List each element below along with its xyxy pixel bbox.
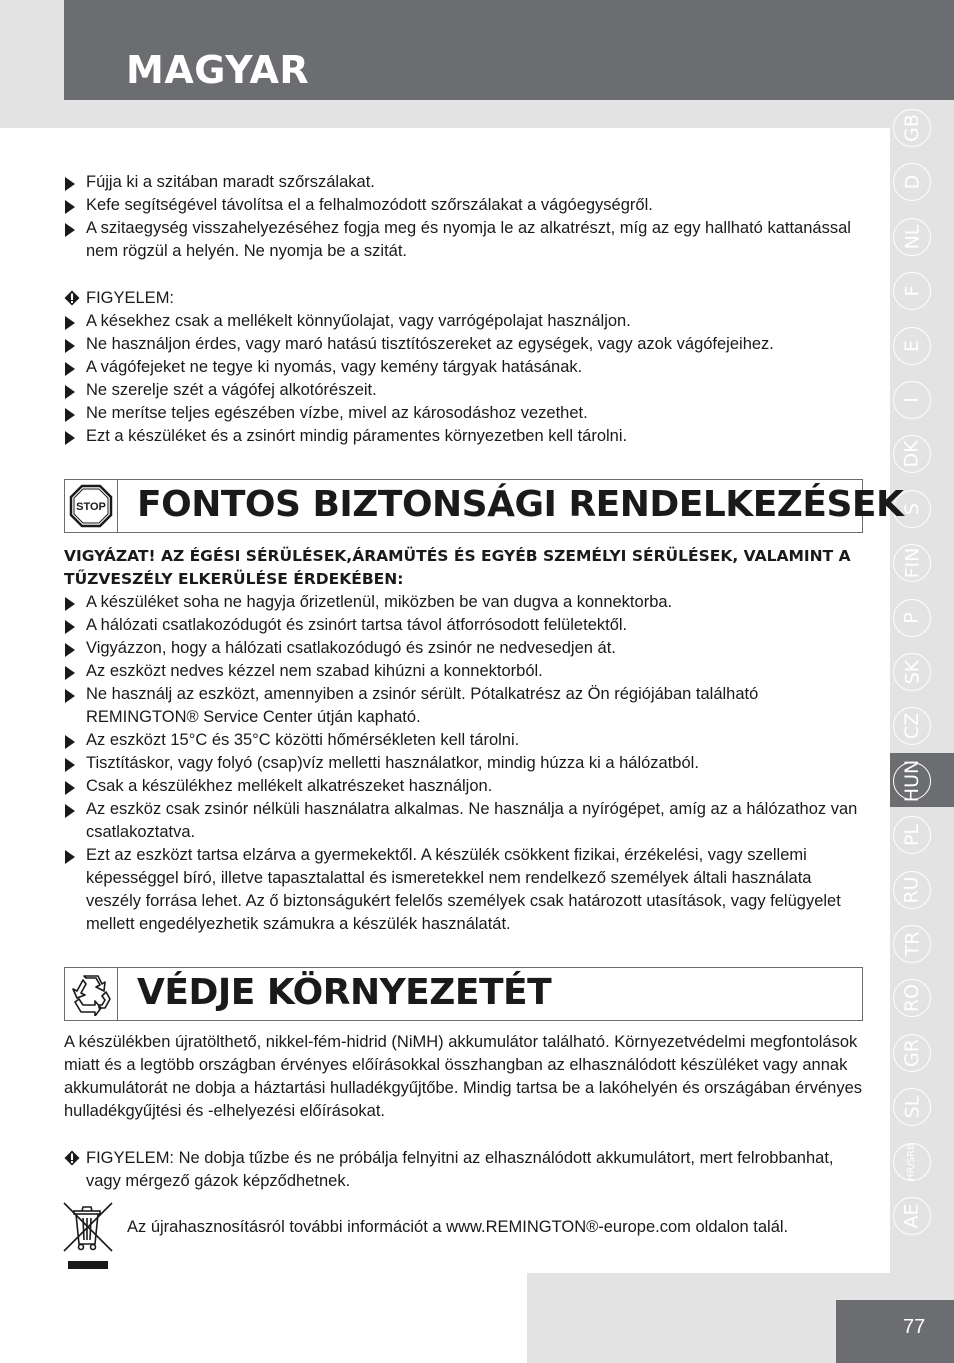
- warning-diamond-icon: [64, 1150, 80, 1166]
- language-tab-dk[interactable]: [891, 432, 933, 476]
- language-tab-circle: [893, 759, 931, 803]
- language-tab-circle: [893, 653, 931, 691]
- header-underband: [64, 100, 954, 128]
- language-tab-circle: [893, 1197, 931, 1235]
- language-tab-label: D: [900, 175, 923, 190]
- header-bar: [64, 0, 954, 100]
- language-tab-hun[interactable]: [891, 759, 933, 803]
- language-tab-ae[interactable]: [891, 1194, 933, 1238]
- language-tab-hr-srb[interactable]: [891, 1140, 933, 1184]
- language-tab-label: DK: [901, 440, 923, 468]
- language-tab-circle: [893, 163, 931, 201]
- crossed-bin-icon: [62, 1201, 114, 1271]
- page-number-box: [836, 1300, 954, 1363]
- language-tab-label: HUN: [901, 759, 924, 803]
- stop-sign-text: STOP: [76, 501, 106, 513]
- language-tab-circle: [893, 272, 931, 310]
- language-tab-label: RO: [900, 984, 923, 1013]
- language-tab-label: TR: [901, 931, 923, 957]
- list-item: Csak a készülékhez mellékelt alkatrészeket használjon.: [64, 775, 864, 798]
- list-item: Ezt a készüléket és a zsinórt mindig páramentes környezetben kell tárolni.: [64, 425, 864, 448]
- language-tab-label: GB: [900, 114, 923, 142]
- language-tab-sl[interactable]: [891, 1085, 933, 1129]
- language-tab-pl[interactable]: [891, 813, 933, 857]
- environment-section-title: VÉDJE KÖRNYEZETÉT: [137, 972, 552, 1013]
- language-tab-label: I: [900, 397, 923, 403]
- language-tab-fin[interactable]: [891, 541, 933, 585]
- safety-warning-heading: VIGYÁZAT! AZ ÉGÉSI SÉRÜLÉSEK,ÁRAMÜTÉS ÉS EGYÉB SZEMÉLYI SÉRÜLÉSEK, VALAMINT A TŰZVESZÉLY ELKERÜLÉSE ÉRDEKÉBEN:: [64, 547, 851, 588]
- language-tab-f[interactable]: [891, 269, 933, 313]
- language-tab-label: HR/SRB: [906, 1142, 917, 1181]
- language-tab-label: AE: [900, 1203, 923, 1229]
- stop-icon-cell: [65, 480, 118, 532]
- list-item: A szitaegység visszahelyezéséhez fogja meg és nyomja le az alkatrészt, míg az egy hallható kattanással nem rögzül a helyén. Ne nyomja be a szitát.: [64, 217, 864, 263]
- language-tab-gb[interactable]: [891, 106, 933, 150]
- language-tab-circle: [893, 925, 931, 963]
- safety-section-title: FONTOS BIZTONSÁGI RENDELKEZÉSEK: [137, 484, 904, 525]
- language-tab-label: SK: [901, 659, 923, 685]
- language-tab-circle: [893, 327, 931, 365]
- language-tab-e[interactable]: [891, 324, 933, 368]
- language-tab-tr[interactable]: [891, 922, 933, 966]
- language-tab-label: NL: [901, 224, 923, 250]
- language-tab-label: SL: [901, 1095, 923, 1119]
- list-item: Fújja ki a szitában maradt szőrszálakat.: [64, 171, 864, 194]
- list-item: Ne használjon érdes, vagy maró hatású tisztítószereket az egységek, vagy azok vágófejeihez.: [64, 333, 864, 356]
- language-tab-label: CZ: [900, 713, 923, 740]
- language-tab-circle: [893, 381, 931, 419]
- list-item: Az eszközt 15°C és 35°C közötti hőmérsékleten kell tárolni.: [64, 729, 864, 752]
- language-tab-ru[interactable]: [891, 868, 933, 912]
- recycle-info: Az újrahasznosításról további információt a www.REMINGTON®-europe.com oldalon talál.: [127, 1218, 789, 1236]
- language-tab-circle: [893, 1088, 931, 1126]
- environment-section-header: [64, 967, 863, 1021]
- language-tab-nl[interactable]: [891, 215, 933, 259]
- list-item: A hálózati csatlakozódugót és zsinórt tartsa távol átforrósodott felületektől.: [64, 614, 864, 637]
- language-tab-circle: [893, 599, 931, 637]
- list-item: Ezt az eszközt tartsa elzárva a gyermekektől. A készülék csökkent fizikai, érzékelési, vagy szellemi képességgel bíró, illetve tapasztalattal és ismeretekkel nem rendelkező személyek általi használata veszély forrása lehet. Az ő biztonságukért felelős személyek csak határozott utasítások, vagy felügyelet mellett engedélyezhetik számukra a készülék használatát.: [64, 844, 864, 936]
- list-item: A késekhez csak a mellékelt könnyűolajat, vagy varrógépolajat használjon.: [64, 310, 864, 333]
- caution-label: FIGYELEM:: [86, 289, 175, 307]
- language-tab-label: F: [901, 285, 923, 297]
- environment-caution: [64, 1147, 864, 1193]
- caution-heading: [64, 287, 864, 310]
- list-item: Ne használj az eszközt, amennyiben a zsinór sérült. Pótalkatrész az Ön régiójában található REMINGTON® Service Center útján kapható.: [64, 683, 864, 729]
- list-item: A készüléket soha ne hagyja őrizetlenül, miközben be van dugva a konnektorba.: [64, 591, 864, 614]
- top-left-band: [0, 0, 64, 128]
- language-tab-label: S: [901, 502, 923, 515]
- language-tab-circle: [893, 109, 931, 147]
- safety-section-header: [64, 479, 904, 533]
- cleaning-list: [64, 171, 864, 263]
- language-tab-circle: [893, 1034, 931, 1072]
- language-tab-label: FIN: [901, 547, 923, 579]
- language-tab-label: PL: [900, 824, 923, 847]
- language-tab-label: E: [900, 339, 923, 352]
- language-tab-label: RU: [900, 876, 923, 904]
- safety-block: [64, 545, 864, 936]
- language-tab-circle: [893, 218, 931, 256]
- language-tab-ro[interactable]: [891, 976, 933, 1020]
- language-tab-label: P: [901, 611, 923, 624]
- page-number: 77: [903, 1316, 926, 1338]
- language-tab-circle: [893, 435, 931, 473]
- language-tab-circle: [893, 707, 931, 745]
- language-tab-label: GR: [901, 1038, 923, 1067]
- recycle-icon: [69, 972, 113, 1016]
- language-tab-p[interactable]: [891, 596, 933, 640]
- list-item: Kefe segítségével távolítsa el a felhalmozódott szőrszálakat a vágóegységről.: [64, 194, 864, 217]
- recycle-icon-cell: [65, 968, 118, 1020]
- list-item: Vigyázzon, hogy a hálózati csatlakozódugó és zsinór ne nedvesedjen át.: [64, 637, 864, 660]
- language-tab-circle: [893, 1143, 931, 1181]
- list-item: A vágófejeket ne tegye ki nyomás, vagy kemény tárgyak hatásának.: [64, 356, 864, 379]
- warning-diamond-icon: [64, 290, 80, 306]
- list-item: Ne merítse teljes egészében vízbe, mivel az károsodáshoz vezethet.: [64, 402, 864, 425]
- language-tab-circle: [893, 816, 931, 854]
- language-tab-circle: [893, 871, 931, 909]
- language-tab-gr[interactable]: [891, 1031, 933, 1075]
- language-tab-circle: [893, 544, 931, 582]
- language-tab-d[interactable]: [891, 160, 933, 204]
- list-item: Az eszköz csak zsinór nélküli használatra alkalmas. Ne használja a nyírógépet, amíg az a hálózathoz van csatlakoztatva.: [64, 798, 864, 844]
- language-tab-i[interactable]: [891, 378, 933, 422]
- language-tab-circle: [893, 979, 931, 1017]
- stop-sign-icon: [69, 484, 113, 528]
- language-tab-sk[interactable]: [891, 650, 933, 694]
- caution-block: [64, 287, 864, 448]
- list-item: Az eszközt nedves kézzel nem szabad kihúzni a konnektorból.: [64, 660, 864, 683]
- page-title: MAGYAR: [126, 48, 310, 92]
- list-item: Tisztításkor, vagy folyó (csap)víz melletti használatkor, mindig húzza ki a hálózatból.: [64, 752, 864, 775]
- environment-caution-text: FIGYELEM: Ne dobja tűzbe és ne próbálja felnyitni az elhasználódott akkumulátort, mert felrobbanhat, vagy mérgező gázok képződhetnek.: [86, 1149, 834, 1190]
- language-tab-cz[interactable]: [891, 704, 933, 748]
- environment-paragraph: A készülékben újratölthető, nikkel-fém-hidrid (NiMH) akkumulátor található. Környezetvédelmi megfontolások miatt és a legtöbb országban érvényes előírásokkal összhangban az elhasználódott készüléket vagy annak akkumulátorát ne dobja a háztartási hulladékgyűjtőbe. Mindig tartsa be a lakóhelyén és országában érvényes hulladékgyűjtési és -elhelyezési előírásokat.: [64, 1033, 862, 1120]
- list-item: Ne szerelje szét a vágófej alkotórészeit.: [64, 379, 864, 402]
